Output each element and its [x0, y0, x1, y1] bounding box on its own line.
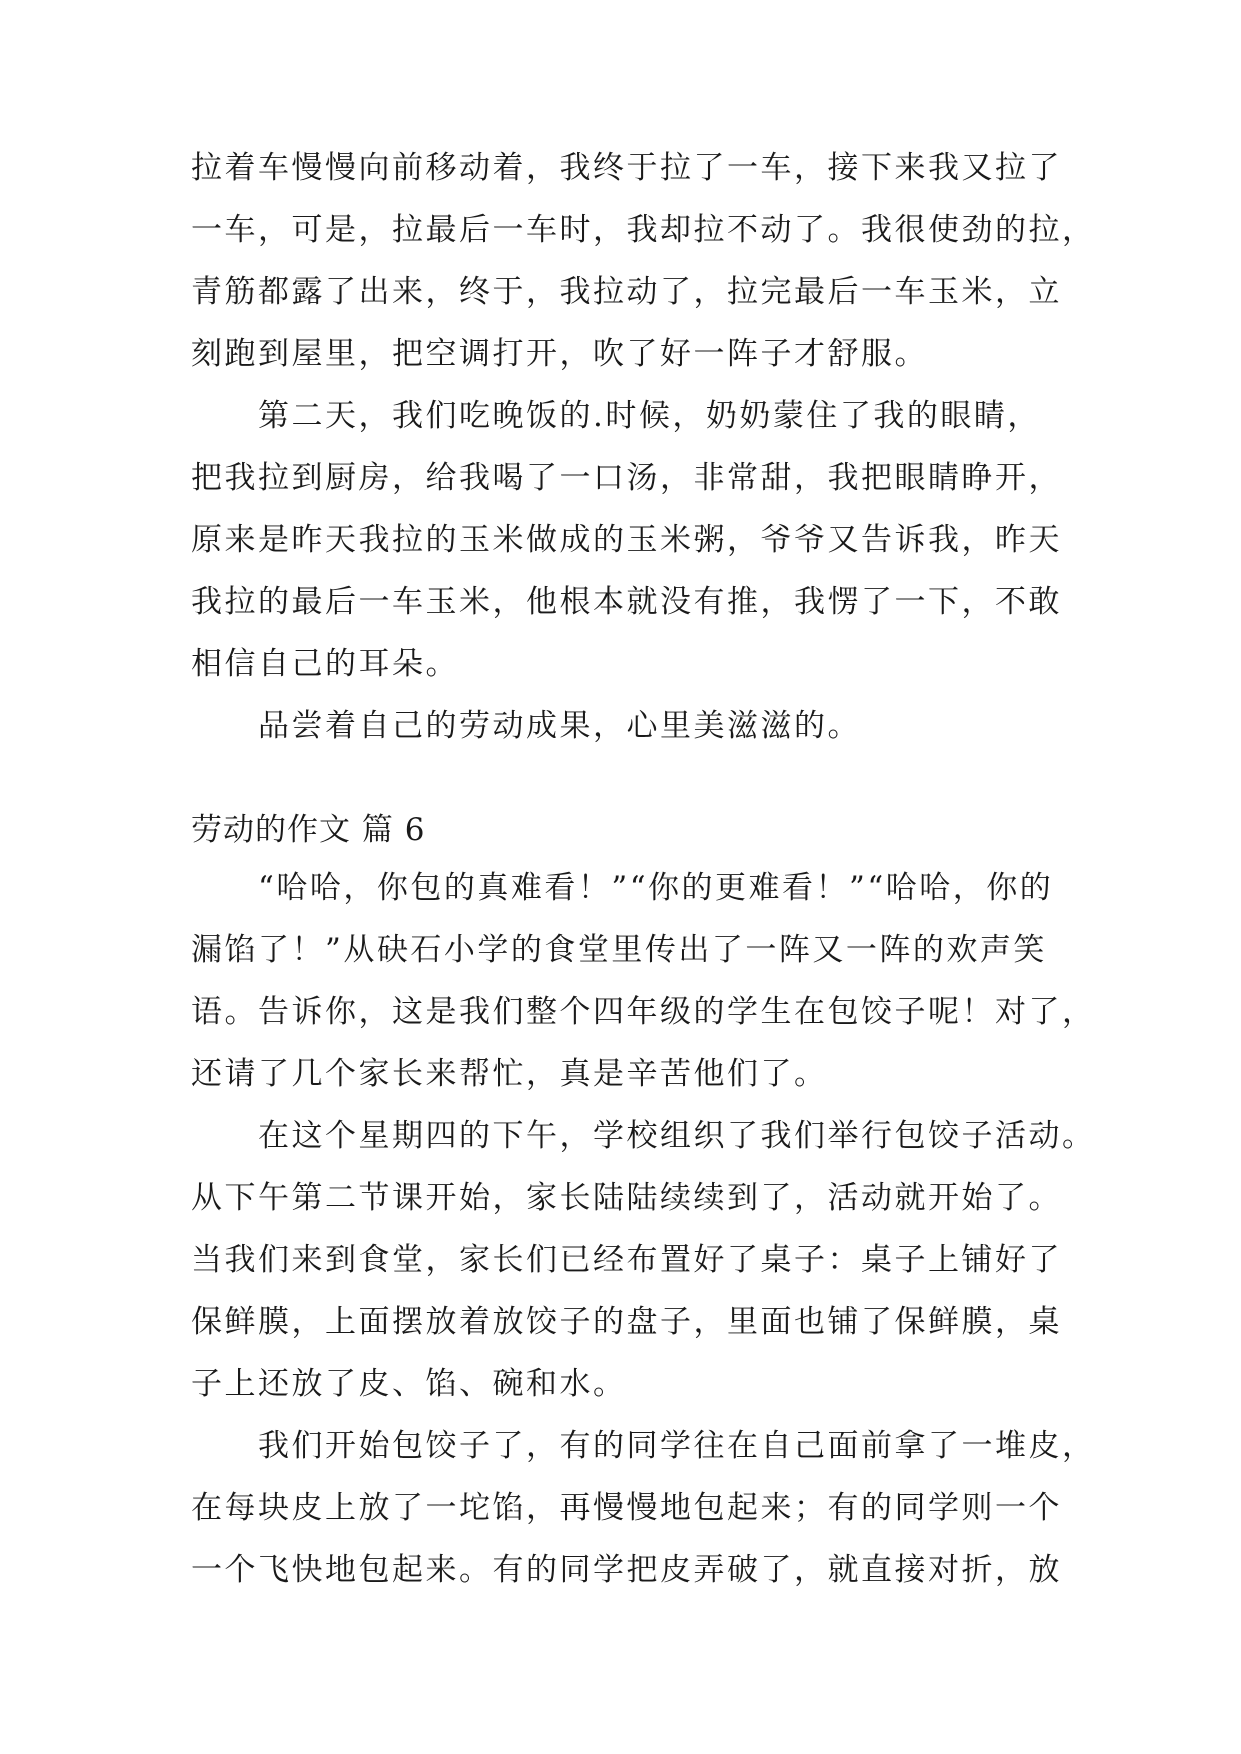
paragraph-line: 原来是昨天我拉的玉米做成的玉米粥，爷爷又告诉我，昨天: [191, 522, 1062, 558]
paragraph-line: 青筋都露了出来，终于，我拉动了，拉完最后一车玉米，立: [191, 274, 1062, 310]
paragraph-line: 保鲜膜，上面摆放着放饺子的盘子，里面也铺了保鲜膜，桌: [191, 1304, 1062, 1340]
paragraph-line: “哈哈，你包的真难看！”“你的更难看！”“哈哈，你的: [258, 870, 1054, 906]
paragraph-line: 我们开始包饺子了，有的同学往在自己面前拿了一堆皮，: [258, 1428, 1096, 1464]
paragraph-line: 一个飞快地包起来。有的同学把皮弄破了，就直接对折，放: [191, 1552, 1062, 1588]
paragraph-line: 漏馅了！”从砄石小学的食堂里传出了一阵又一阵的欢声笑: [191, 932, 1047, 968]
paragraph-line: 把我拉到厨房，给我喝了一口汤，非常甜，我把眼睛睁开，: [191, 460, 1062, 496]
paragraph-line: 还请了几个家长来帮忙，真是辛苦他们了。: [191, 1056, 828, 1092]
paragraph-line: 在每块皮上放了一坨馅，再慢慢地包起来；有的同学则一个: [191, 1490, 1062, 1526]
paragraph-line: 刻跑到屋里，把空调打开，吹了好一阵子才舒服。: [191, 336, 928, 372]
paragraph-line: 从下午第二节课开始，家长陆陆续续到了，活动就开始了。: [191, 1180, 1062, 1216]
paragraph-line: 在这个星期四的下午，学校组织了我们举行包饺子活动。: [258, 1118, 1096, 1154]
paragraph-line: 当我们来到食堂，家长们已经布置好了桌子：桌子上铺好了: [191, 1242, 1062, 1278]
paragraph-line: 相信自己的耳朵。: [191, 646, 459, 682]
paragraph-line: 我拉的最后一车玉米，他根本就没有推，我愣了一下，不敢: [191, 584, 1062, 620]
section-heading: 劳动的作文 篇 6: [191, 812, 426, 848]
paragraph-line: 子上还放了皮、馅、碗和水。: [191, 1366, 627, 1402]
paragraph-line: 语。告诉你，这是我们整个四年级的学生在包饺子呢！对了，: [191, 994, 1096, 1030]
paragraph-line: 拉着车慢慢向前移动着，我终于拉了一车，接下来我又拉了: [191, 150, 1062, 186]
paragraph-line: 第二天，我们吃晚饭的.时候，奶奶蒙住了我的眼睛，: [258, 398, 1041, 434]
paragraph-line: 一车，可是，拉最后一车时，我却拉不动了。我很使劲的拉，: [191, 212, 1096, 248]
paragraph-line: 品尝着自己的劳动成果，心里美滋滋的。: [258, 708, 861, 744]
